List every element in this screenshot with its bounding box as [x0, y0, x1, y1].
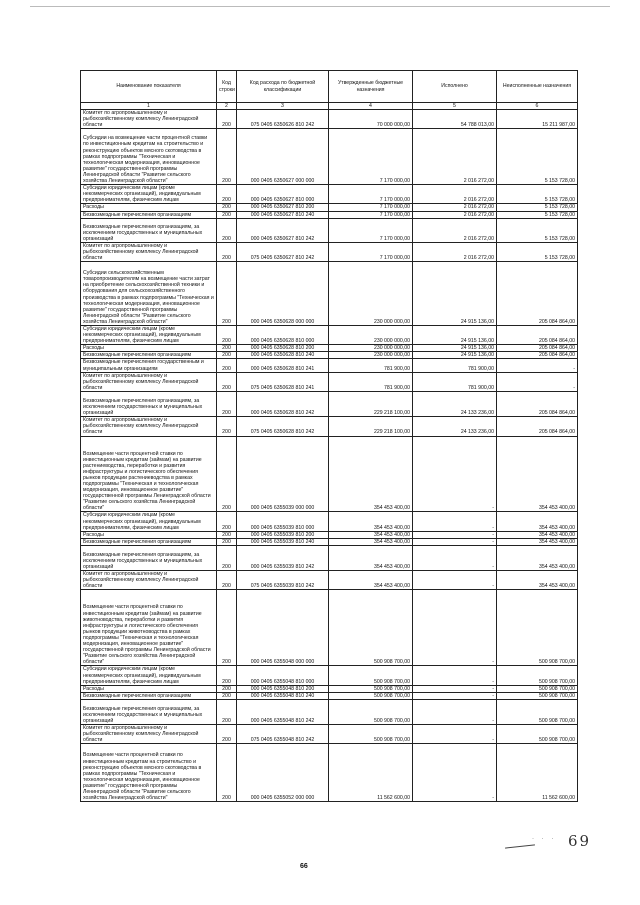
header-index-cell: 4 [329, 103, 413, 110]
row-executed: 24 915 136,00 [413, 345, 497, 352]
row-name: Субсидии на возмещение части процентной ставки по инвестиционным кредитам на строительство и реконструкцию объектов мясного скотоводства в рамках подпрограммы "Техническая и технологическая модернизация, инновационное развитие" государственной программы Ленинградской области "Развитие сельского хозяйства Ленинградской области" [81, 129, 217, 185]
row-approved: 354 453 400,00 [329, 531, 413, 538]
row-approved: 230 000 000,00 [329, 345, 413, 352]
row-unexecuted: 500 908 700,00 [497, 725, 578, 744]
row-approved: 7 170 000,00 [329, 185, 413, 204]
row-kbk: 075 0405 6350628 810 242 [237, 417, 329, 436]
row-unexecuted: - [497, 372, 578, 391]
row-name: Комитет по агропромышленному и рыбохозяйственному комплексу Ленинградской области [81, 242, 217, 261]
row-kbk: 000 0405 6355052 000 000 [237, 744, 329, 802]
row-unexecuted: 5 153 728,00 [497, 129, 578, 185]
header-index-cell: 1 [81, 103, 217, 110]
row-approved: 781 900,00 [329, 359, 413, 372]
row-code: 200 [217, 204, 237, 211]
row-name: Комитет по агропромышленному и рыбохозяйственному комплексу Ленинградской области [81, 110, 217, 129]
row-code: 200 [217, 110, 237, 129]
row-code: 200 [217, 352, 237, 359]
row-unexecuted: 205 084 864,00 [497, 326, 578, 345]
row-unexecuted: 354 453 400,00 [497, 538, 578, 545]
header-index-cell: 6 [497, 103, 578, 110]
row-code: 200 [217, 590, 237, 666]
row-executed: 2 016 272,00 [413, 185, 497, 204]
row-kbk: 000 0405 6355048 000 000 [237, 590, 329, 666]
row-name: Комитет по агропромышленному и рыбохозяйственному комплексу Ленинградской области [81, 571, 217, 590]
row-name: Субсидии юридическим лицам (кроме некоммерческих организаций), индивидуальным предпринимателям, физическим лицам [81, 512, 217, 531]
row-approved: 500 908 700,00 [329, 666, 413, 685]
row-approved: 230 000 000,00 [329, 352, 413, 359]
row-kbk: 000 0405 6355048 810 200 [237, 685, 329, 692]
row-unexecuted: 205 084 864,00 [497, 352, 578, 359]
row-code: 200 [217, 391, 237, 416]
row-approved: 500 908 700,00 [329, 725, 413, 744]
row-executed: - [413, 666, 497, 685]
table-row [81, 685, 578, 692]
row-name: Комитет по агропромышленному и рыбохозяйственному комплексу Ленинградской области [81, 725, 217, 744]
row-executed: - [413, 436, 497, 512]
row-executed: - [413, 531, 497, 538]
row-approved: 500 908 700,00 [329, 685, 413, 692]
row-executed: - [413, 545, 497, 570]
row-kbk: 000 0405 6355048 810 240 [237, 692, 329, 699]
row-kbk: 000 0405 6350627 810 240 [237, 211, 329, 218]
row-executed: 2 016 272,00 [413, 218, 497, 242]
header-kbk: Код расхода по бюджетной классификации [237, 71, 329, 103]
table-row [81, 391, 578, 416]
row-unexecuted: 500 908 700,00 [497, 699, 578, 724]
row-code: 200 [217, 538, 237, 545]
row-approved: 7 170 000,00 [329, 204, 413, 211]
row-code: 200 [217, 685, 237, 692]
row-kbk: 000 0405 6350628 810 241 [237, 359, 329, 372]
row-name: Расходы [81, 204, 217, 211]
row-code: 200 [217, 372, 237, 391]
sheet-stamp-number: 69 [568, 832, 592, 850]
header-approved: Утвержденные бюджетные назначения [329, 71, 413, 103]
row-code: 200 [217, 417, 237, 436]
row-code: 200 [217, 129, 237, 185]
row-executed: 24 915 136,00 [413, 262, 497, 326]
row-approved: 354 453 400,00 [329, 512, 413, 531]
row-unexecuted: 5 153 728,00 [497, 204, 578, 211]
row-unexecuted: 500 908 700,00 [497, 685, 578, 692]
row-unexecuted: 354 453 400,00 [497, 545, 578, 570]
row-unexecuted: 15 211 987,00 [497, 110, 578, 129]
page-number: 66 [300, 863, 308, 870]
row-executed: - [413, 744, 497, 802]
row-kbk: 000 0405 6355048 810 242 [237, 699, 329, 724]
row-executed: 2 016 272,00 [413, 211, 497, 218]
row-kbk: 000 0405 6350628 810 242 [237, 391, 329, 416]
row-kbk: 000 0405 6355039 810 242 [237, 545, 329, 570]
row-executed: 24 915 136,00 [413, 326, 497, 345]
row-unexecuted: 500 908 700,00 [497, 692, 578, 699]
row-code: 200 [217, 725, 237, 744]
row-approved: 229 218 100,00 [329, 391, 413, 416]
row-unexecuted: 354 453 400,00 [497, 531, 578, 538]
row-code: 200 [217, 571, 237, 590]
table-row [81, 538, 578, 545]
table-row [81, 242, 578, 261]
row-unexecuted: 354 453 400,00 [497, 571, 578, 590]
header-index-cell: 2 [217, 103, 237, 110]
row-name: Расходы [81, 345, 217, 352]
row-kbk: 000 0405 6355039 810 240 [237, 538, 329, 545]
table-row [81, 531, 578, 538]
row-name: Расходы [81, 685, 217, 692]
table-row [81, 185, 578, 204]
row-name: Безвозмездные перечисления организациям [81, 538, 217, 545]
table-row [81, 326, 578, 345]
row-name: Расходы [81, 531, 217, 538]
row-name: Комитет по агропромышленному и рыбохозяйственному комплексу Ленинградской области [81, 372, 217, 391]
row-code: 200 [217, 242, 237, 261]
row-executed: - [413, 571, 497, 590]
row-name: Безвозмездные перечисления организациям [81, 352, 217, 359]
row-approved: 7 170 000,00 [329, 218, 413, 242]
row-name: Безвозмездные перечисления организациям, за исключением государственных и муниципальных организаций [81, 545, 217, 570]
header-unexecuted: Неисполненные назначения [497, 71, 578, 103]
row-unexecuted: 5 153 728,00 [497, 211, 578, 218]
row-kbk: 000 0405 6350627 000 000 [237, 129, 329, 185]
row-name: Возмещение части процентной ставки по инвестиционным кредитам (займам) на развитие растениеводства, переработки и развития инфраструктуры и логистического обеспечения рынков продукции растениеводства в рамках подпрограммы "Техническая и технологическая модернизация, инновационное развитие" государственной программы Ленинградской области "Развитие сельского хозяйства Ленинградской области" [81, 436, 217, 512]
row-executed: 781 900,00 [413, 372, 497, 391]
header-index-cell: 3 [237, 103, 329, 110]
row-unexecuted: 205 084 864,00 [497, 262, 578, 326]
table-row [81, 218, 578, 242]
row-approved: 229 218 100,00 [329, 417, 413, 436]
table-row [81, 692, 578, 699]
row-approved: 354 453 400,00 [329, 436, 413, 512]
table-row [81, 129, 578, 185]
row-kbk: 075 0405 6350626 810 242 [237, 110, 329, 129]
row-approved: 7 170 000,00 [329, 211, 413, 218]
row-name: Субсидии юридическим лицам (кроме некоммерческих организаций), индивидуальным предпринимателям, физическим лицам [81, 185, 217, 204]
row-approved: 11 562 600,00 [329, 744, 413, 802]
row-kbk: 000 0405 6350628 810 240 [237, 352, 329, 359]
row-code: 200 [217, 185, 237, 204]
row-unexecuted: 354 453 400,00 [497, 436, 578, 512]
row-approved: 70 000 000,00 [329, 110, 413, 129]
row-name: Возмещение части процентной ставки по инвестиционным кредитам на строительство и реконструкцию объектов мясного скотоводства в рамках подпрограммы "Техническая и технологическая модернизация, инновационное развитие" государственной программы Ленинградской области "Развитие сельского хозяйства Ленинградской области" [81, 744, 217, 802]
row-kbk: 000 0405 6350627 810 242 [237, 218, 329, 242]
row-executed: 2 016 272,00 [413, 204, 497, 211]
row-approved: 230 000 000,00 [329, 326, 413, 345]
row-name: Комитет по агропромышленному и рыбохозяйственному комплексу Ленинградской области [81, 417, 217, 436]
row-name: Безвозмездные перечисления организациям, за исключением государственных и муниципальных организаций [81, 218, 217, 242]
row-code: 200 [217, 262, 237, 326]
stamp-dots: · · · [532, 836, 557, 842]
row-kbk: 000 0405 6355039 810 200 [237, 531, 329, 538]
row-unexecuted: - [497, 359, 578, 372]
row-approved: 781 900,00 [329, 372, 413, 391]
row-approved: 500 908 700,00 [329, 590, 413, 666]
table-row [81, 590, 578, 666]
row-kbk: 000 0405 6355039 810 000 [237, 512, 329, 531]
row-approved: 354 453 400,00 [329, 545, 413, 570]
row-executed: 54 788 013,00 [413, 110, 497, 129]
row-code: 200 [217, 531, 237, 538]
row-unexecuted: 354 453 400,00 [497, 512, 578, 531]
table-row [81, 512, 578, 531]
row-executed: - [413, 512, 497, 531]
row-code: 200 [217, 692, 237, 699]
row-kbk: 000 0405 6355039 000 000 [237, 436, 329, 512]
row-code: 200 [217, 218, 237, 242]
row-name: Субсидии юридическим лицам (кроме некоммерческих организаций), индивидуальным предпринимателям, физическим лицам [81, 666, 217, 685]
row-executed: 24 133 236,00 [413, 417, 497, 436]
row-name: Безвозмездные перечисления организациям, за исключением государственных и муниципальных организаций [81, 699, 217, 724]
table-header-row [81, 71, 578, 103]
table-row [81, 359, 578, 372]
row-name: Безвозмездные перечисления государственным и муниципальным организациям [81, 359, 217, 372]
row-approved: 7 170 000,00 [329, 242, 413, 261]
row-kbk: 000 0405 6350627 810 000 [237, 185, 329, 204]
row-kbk: 075 0405 6355039 810 242 [237, 571, 329, 590]
row-executed: 781 900,00 [413, 359, 497, 372]
table-row [81, 436, 578, 512]
row-unexecuted: 205 084 864,00 [497, 391, 578, 416]
table-row [81, 725, 578, 744]
row-executed: 2 016 272,00 [413, 242, 497, 261]
table-row [81, 744, 578, 802]
header-executed: Исполнено [413, 71, 497, 103]
table-row [81, 545, 578, 570]
table-row [81, 352, 578, 359]
table-row [81, 211, 578, 218]
table-row [81, 699, 578, 724]
row-kbk: 000 0405 6350628 000 000 [237, 262, 329, 326]
table-row [81, 666, 578, 685]
header-index-row [81, 103, 578, 110]
row-kbk: 000 0405 6355048 810 000 [237, 666, 329, 685]
table-row [81, 345, 578, 352]
row-unexecuted: 5 153 728,00 [497, 185, 578, 204]
table-row [81, 204, 578, 211]
budget-execution-table [80, 70, 578, 802]
row-executed: - [413, 699, 497, 724]
row-unexecuted: 5 153 728,00 [497, 218, 578, 242]
row-name: Возмещение части процентной ставки по инвестиционным кредитам (займам) на развитие животноводства, переработки и развития инфраструктуры и логистического обеспечения рынков продукции животноводства в рамках подпрограммы "Техническая и технологическая модернизация, инновационное развитие" государственной программы Ленинградской области "Развитие сельского хозяйства Ленинградской области" [81, 590, 217, 666]
table-row [81, 571, 578, 590]
row-executed: - [413, 538, 497, 545]
row-approved: 354 453 400,00 [329, 538, 413, 545]
header-index-cell: 5 [413, 103, 497, 110]
row-unexecuted: 11 562 600,00 [497, 744, 578, 802]
row-approved: 230 000 000,00 [329, 262, 413, 326]
header-code: Код строки [217, 71, 237, 103]
row-code: 200 [217, 744, 237, 802]
row-kbk: 075 0405 6350627 810 242 [237, 242, 329, 261]
handwritten-mark [505, 844, 535, 848]
row-kbk: 075 0405 6355048 810 242 [237, 725, 329, 744]
table-row [81, 372, 578, 391]
row-executed: - [413, 590, 497, 666]
row-code: 200 [217, 359, 237, 372]
row-code: 200 [217, 512, 237, 531]
row-kbk: 000 0405 6350627 810 200 [237, 204, 329, 211]
row-code: 200 [217, 326, 237, 345]
row-code: 200 [217, 666, 237, 685]
row-executed: - [413, 725, 497, 744]
row-approved: 7 170 000,00 [329, 129, 413, 185]
row-unexecuted: 205 084 864,00 [497, 345, 578, 352]
row-name: Субсидии сельскохозяйственным товаропроизводителям на возмещение части затрат на приобретение сельскохозяйственной техники и оборудования для сельскохозяйственного производства в рамках подпрограммы "Техническая и технологическая модернизация, инновационное развитие" государственной программы Ленинградской области "Развитие сельского хозяйства Ленинградской области" [81, 262, 217, 326]
row-unexecuted: 500 908 700,00 [497, 590, 578, 666]
table-body [81, 110, 578, 802]
row-name: Безвозмездные перечисления организациям [81, 692, 217, 699]
row-executed: - [413, 685, 497, 692]
row-executed: 24 915 136,00 [413, 352, 497, 359]
row-approved: 500 908 700,00 [329, 692, 413, 699]
row-unexecuted: 500 908 700,00 [497, 666, 578, 685]
row-unexecuted: 5 153 728,00 [497, 242, 578, 261]
row-executed: - [413, 692, 497, 699]
row-name: Субсидии юридическим лицам (кроме некоммерческих организаций), индивидуальным предпринимателям, физическим лицам [81, 326, 217, 345]
row-executed: 2 016 272,00 [413, 129, 497, 185]
row-code: 200 [217, 211, 237, 218]
top-rule [30, 6, 610, 7]
row-code: 200 [217, 545, 237, 570]
row-unexecuted: 205 084 864,00 [497, 417, 578, 436]
row-name: Безвозмездные перечисления организациям [81, 211, 217, 218]
row-kbk: 075 0405 6350628 810 241 [237, 372, 329, 391]
row-kbk: 000 0405 6350628 810 200 [237, 345, 329, 352]
header-name: Наименование показателя [81, 71, 217, 103]
row-code: 200 [217, 345, 237, 352]
row-name: Безвозмездные перечисления организациям, за исключением государственных и муниципальных организаций [81, 391, 217, 416]
row-kbk: 000 0405 6350628 810 000 [237, 326, 329, 345]
row-approved: 500 908 700,00 [329, 699, 413, 724]
row-approved: 354 453 400,00 [329, 571, 413, 590]
row-code: 200 [217, 436, 237, 512]
table-row [81, 110, 578, 129]
row-code: 200 [217, 699, 237, 724]
table-row [81, 262, 578, 326]
row-executed: 24 133 236,00 [413, 391, 497, 416]
table-row [81, 417, 578, 436]
